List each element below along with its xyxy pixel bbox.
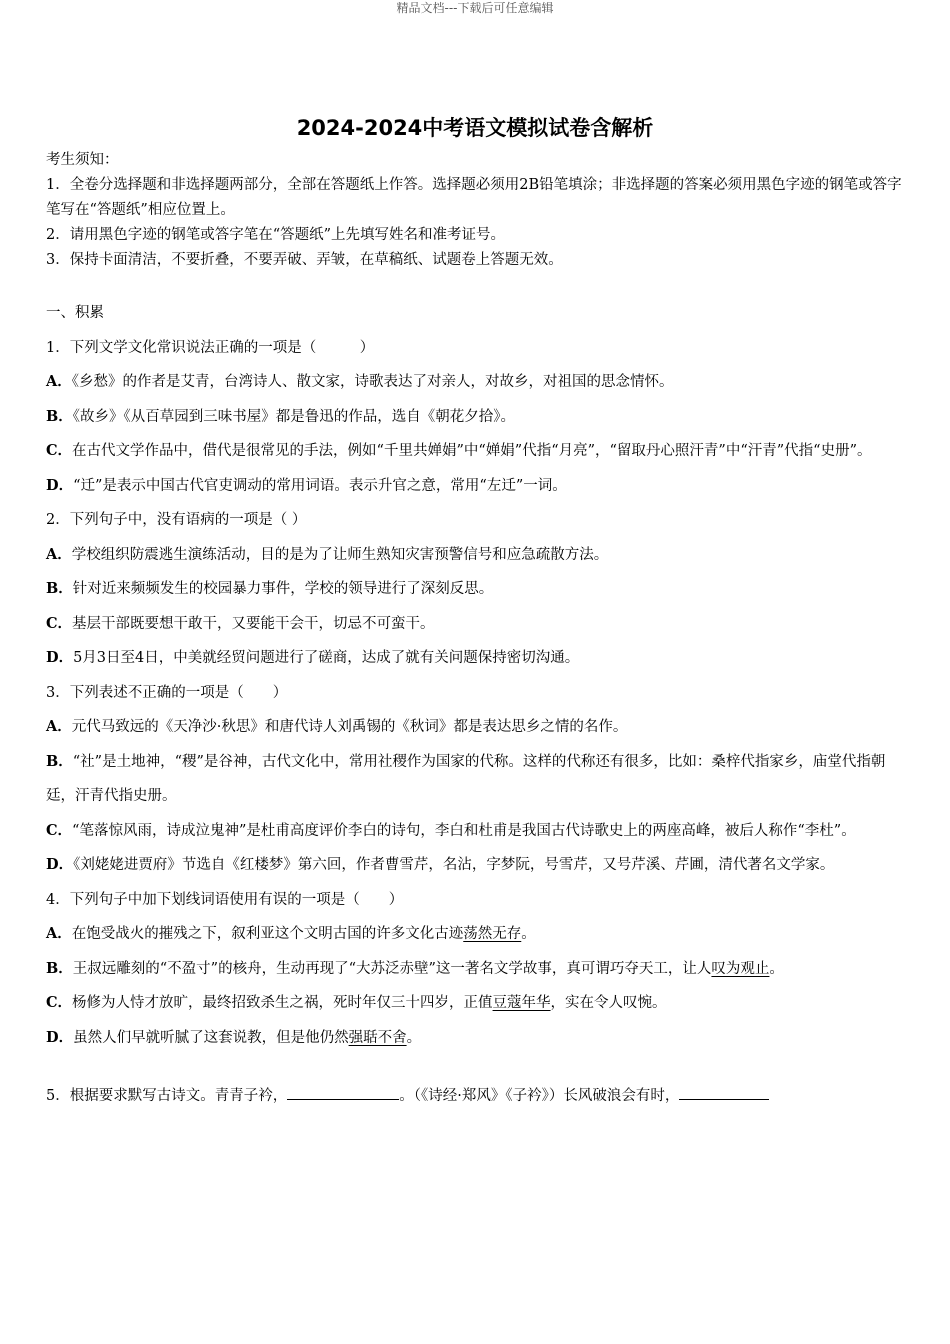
option-letter: A． bbox=[46, 925, 72, 942]
question-3-option-d bbox=[46, 848, 906, 883]
underlined-phrase: 豆蔻年华 bbox=[492, 995, 551, 1011]
question-1-stem: 1．下列文学文化常识说法正确的一项是（ ） bbox=[46, 339, 375, 356]
option-text: 《刘姥姥进贾府》节选自《红楼梦》第六回，作者曹雪芹，名沾，字梦阮，号雪芹，又号芹溪、芹圃，清代著名文学家。 bbox=[73, 857, 835, 873]
question-1-option-b bbox=[46, 400, 906, 435]
option-text: “笔落惊风雨，诗成泣鬼神”是杜甫高度评价李白的诗句，李白和杜甫是我国古代诗歌史上的两座高峰，被后人称作“李杜”。 bbox=[72, 822, 856, 839]
exam-content bbox=[46, 296, 906, 1114]
question-5-text: 。（《诗经·郑风》《子衿》）长风破浪会有时， bbox=[399, 1088, 680, 1104]
option-letter: B． bbox=[46, 752, 73, 770]
option-text: 在饱受战火的摧残之下，叙利亚这个文明古国的许多文化古迹 bbox=[71, 926, 464, 942]
question-3-option-b bbox=[46, 745, 906, 814]
question-1-option-c bbox=[46, 434, 906, 469]
underlined-phrase: 荡然无存 bbox=[463, 926, 522, 942]
question-2-option-a bbox=[46, 538, 906, 573]
option-text: 基层干部既要想干敢干，又要能干会干，切忌不可蛮干。 bbox=[72, 615, 435, 632]
page-title: 2024-2024中考语文模拟试卷含解析 bbox=[296, 116, 654, 140]
underlined-phrase: 叹为观止 bbox=[711, 960, 770, 977]
section-heading: 一、积累 bbox=[46, 305, 104, 321]
underlined-phrase: 强聒不舍 bbox=[348, 1029, 407, 1046]
question-3-option-c bbox=[46, 814, 906, 849]
notice-item: 1．全卷分选择题和非选择题两部分，全部在答题纸上作答。选择题必须用2B铅笔填涂；非选择题的答案必须用黑色字迹的钢笔或答字笔写在“答题纸”相应位置上。 bbox=[46, 177, 902, 218]
option-text: 王叔远雕刻的“不盈寸”的核舟，生动再现了“大苏泛赤壁”这一著名文学故事，真可谓巧夺天工，让人 bbox=[72, 960, 712, 977]
option-letter: D． bbox=[46, 649, 74, 666]
option-letter: B． bbox=[46, 580, 73, 597]
option-text: ，实在令人叹惋。 bbox=[550, 995, 667, 1011]
option-text: “社”是土地神，“稷”是谷神，古代文化中，常用社稷作为国家的代称。这样的代称还有很多，比如：桑梓代指家乡，庙堂代指朝廷，汗青代指史册。 bbox=[46, 753, 886, 804]
option-letter: D． bbox=[46, 1028, 74, 1046]
option-letter: B． bbox=[46, 959, 73, 977]
notice-item: 2．请用黑色字迹的钢笔或答字笔在“答题纸”上先填写姓名和准考证号。 bbox=[46, 227, 506, 243]
option-letter: A． bbox=[46, 373, 72, 390]
option-text: 5月3日至4日，中美就经贸问题进行了磋商，达成了就有关问题保持密切沟通。 bbox=[73, 650, 580, 666]
question-3-option-a bbox=[46, 710, 906, 745]
option-letter: B． bbox=[46, 407, 73, 425]
option-text: 。 bbox=[769, 960, 784, 977]
option-text: 《故乡》《从百草园到三味书屋》都是鲁迅的作品，选自《朝花夕拾》。 bbox=[72, 408, 516, 425]
option-text: 《乡愁》的作者是艾青，台湾诗人、散文家，诗歌表达了对亲人，对故乡，对祖国的思念情怀。 bbox=[71, 374, 674, 390]
question-2-option-d bbox=[46, 641, 906, 676]
option-text: “迁”是表示中国古代官吏调动的常用词语。表示升官之意，常用“左迁”一词。 bbox=[73, 477, 567, 494]
option-text: 在古代文学作品中，借代是很常见的手法，例如“千里共婵娟”中“婵娟”代指“月亮”，“留取丹心照汗青”中“汗青”代指“史册”。 bbox=[72, 443, 872, 459]
option-letter: C． bbox=[46, 821, 73, 839]
option-text: 针对近来频频发生的校园暴力事件，学校的领导进行了深刻反思。 bbox=[72, 581, 494, 597]
answer-blank[interactable] bbox=[287, 1085, 399, 1100]
question-2-stem: 2．下列句子中，没有语病的一项是（ ） bbox=[46, 512, 307, 528]
question-1-option-a bbox=[46, 365, 906, 400]
option-text: 元代马致远的《天净沙·秋思》和唐代诗人刘禹锡的《秋词》都是表达思乡之情的名作。 bbox=[71, 719, 628, 735]
option-text: 。 bbox=[521, 926, 536, 942]
header-watermark: 精品文档---下载后可任意编辑 bbox=[396, 1, 554, 15]
question-4-option-d bbox=[46, 1021, 906, 1056]
question-4-option-a bbox=[46, 917, 906, 952]
option-text: 杨修为人恃才放旷，最终招致杀生之祸，死时年仅三十四岁，正值 bbox=[72, 995, 493, 1011]
option-letter: C． bbox=[46, 442, 73, 459]
option-letter: A． bbox=[46, 545, 72, 563]
option-letter: A． bbox=[46, 718, 72, 735]
option-text: 虽然人们早就听腻了这套说教，但是他仍然 bbox=[73, 1029, 349, 1046]
question-4-option-b bbox=[46, 952, 906, 987]
option-text: 。 bbox=[406, 1029, 422, 1046]
option-letter: D． bbox=[46, 856, 74, 873]
answer-blank[interactable] bbox=[679, 1085, 769, 1100]
option-text: 学校组织防震逃生演练活动，目的是为了让师生熟知灾害预警信号和应急疏散方法。 bbox=[71, 546, 609, 563]
question-2-option-c bbox=[46, 607, 906, 642]
question-4-stem: 4．下列句子中加下划线词语使用有误的一项是（ ） bbox=[46, 891, 404, 908]
question-2-option-b bbox=[46, 572, 906, 607]
question-1-option-d bbox=[46, 469, 906, 504]
question-5 bbox=[46, 1079, 906, 1114]
question-5-text: 5．根据要求默写古诗文。青青子衿， bbox=[46, 1088, 288, 1104]
option-letter: D． bbox=[46, 476, 74, 494]
candidate-notice bbox=[46, 148, 906, 273]
question-4-option-c bbox=[46, 986, 906, 1021]
question-3-stem: 3．下列表述不正确的一项是（ ） bbox=[46, 684, 288, 701]
notice-heading: 考生须知： bbox=[46, 152, 119, 168]
option-letter: C． bbox=[46, 614, 73, 632]
option-letter: C． bbox=[46, 994, 73, 1011]
notice-item: 3．保持卡面清洁，不要折叠，不要弄破、弄皱，在草稿纸、试题卷上答题无效。 bbox=[46, 252, 563, 268]
